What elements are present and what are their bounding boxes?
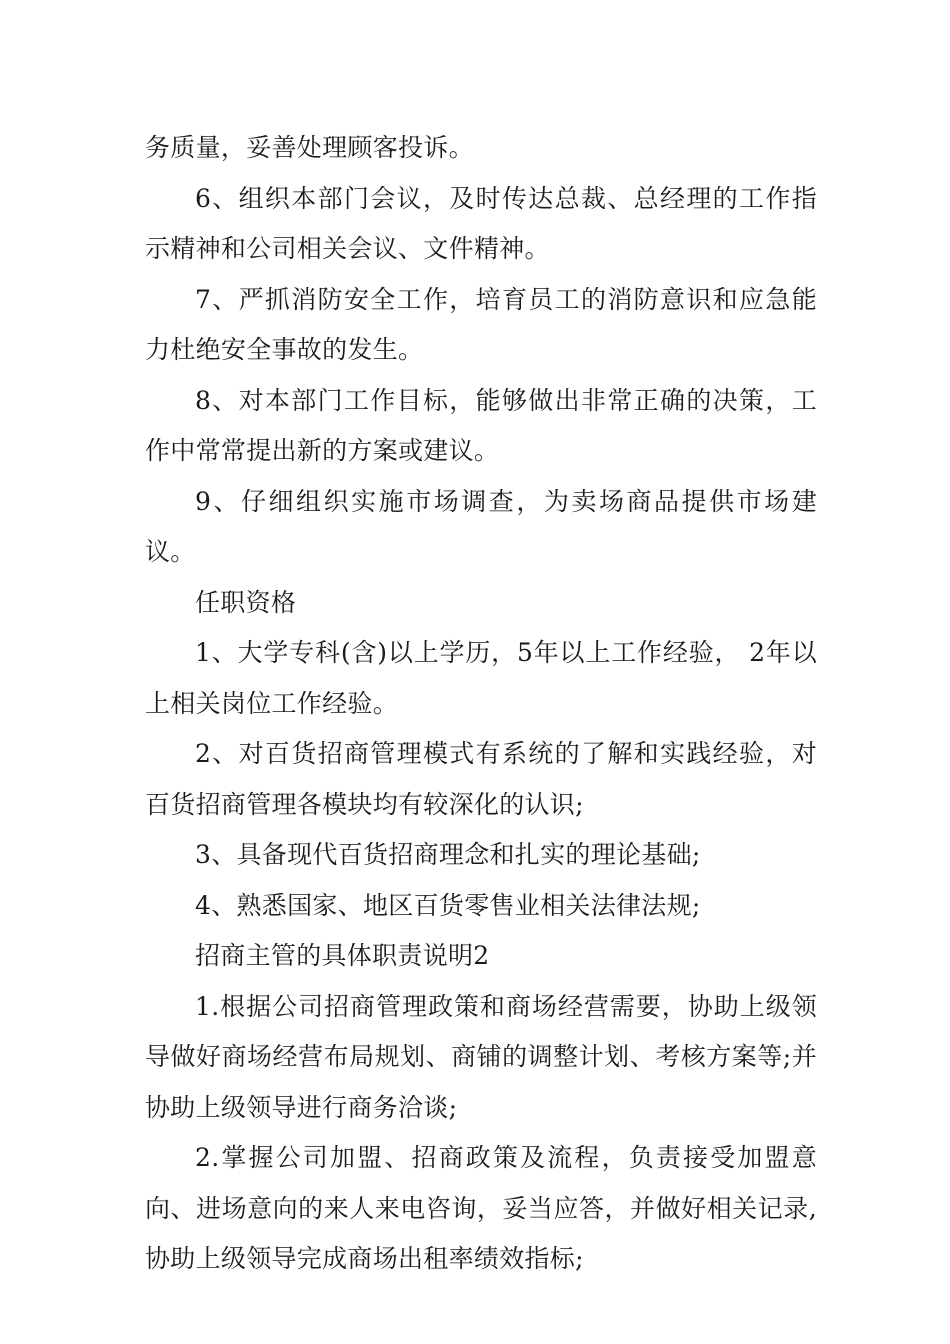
qualification-item-3: 3、具备现代百货招商理念和扎实的理论基础; — [195, 840, 701, 869]
paragraph-continuation: 务质量，妥善处理顾客投诉。 — [145, 133, 474, 162]
paragraph-item-6: 6、组织本部门会议，及时传达总裁、总经理的工作指示精神和公司相关会议、文件精神。 — [145, 183, 817, 263]
paragraph-item-8: 8、对本部门工作目标，能够做出非常正确的决策，工作中常常提出新的方案或建议。 — [145, 385, 817, 465]
qualification-item-2: 2、对百货招商管理模式有系统的了解和实践经验，对百货招商管理各模块均有较深化的认识; — [145, 739, 817, 819]
section-heading-qualifications: 任职资格 — [195, 587, 297, 617]
paragraph-item-7: 7、严抓消防安全工作，培育员工的消防意识和应急能力杜绝安全事故的发生。 — [145, 284, 817, 364]
qualification-item-1: 1、大学专科(含)以上学历，5年以上工作经验， 2年以上相关岗位工作经验。 — [145, 638, 817, 718]
duty-item-1: 1.根据公司招商管理政策和商场经营需要，协助上级领导做好商场经营布局规划、商铺的调整计划、考核方案等;并协助上级领导进行商务洽谈; — [145, 991, 817, 1122]
duty-item-2: 2.掌握公司加盟、招商政策及流程，负责接受加盟意向、进场意向的来人来电咨询，妥当应答，并做好相关记录,协助上级领导完成商场出租率绩效指标; — [145, 1143, 817, 1273]
qualification-item-4: 4、熟悉国家、地区百货零售业相关法律法规; — [195, 890, 701, 920]
document-body — [145, 123, 817, 1285]
section-heading-duties-2: 招商主管的具体职责说明2 — [195, 941, 490, 970]
paragraph-item-9: 9、仔细组织实施市场调查，为卖场商品提供市场建议。 — [145, 486, 817, 566]
